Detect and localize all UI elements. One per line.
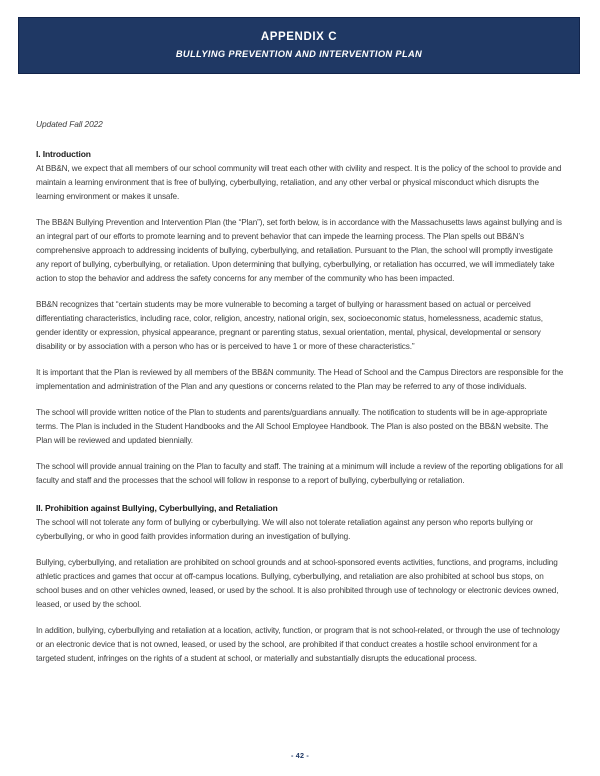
- appendix-title: APPENDIX C: [260, 31, 338, 44]
- appendix-header-banner: [18, 17, 580, 74]
- paragraph: The school will not tolerate any form of bullying or cyberbullying. We will also not tolerate retaliation against any person who reports bullying or cyberbullying, or who in good faith provides information during an investigation of bullying.: [36, 518, 533, 541]
- page-number: - 42 -: [291, 751, 309, 760]
- document-body: [36, 147, 564, 678]
- section-heading-prohibition: II. Prohibition against Bullying, Cyberbullying, and Retaliation: [36, 503, 278, 513]
- section-heading-introduction: I. Introduction: [36, 149, 91, 159]
- appendix-subtitle: BULLYING PREVENTION AND INTERVENTION PLAN: [175, 48, 423, 59]
- updated-date-note: Updated Fall 2022: [36, 119, 103, 129]
- paragraph: The school will provide annual training on the Plan to faculty and staff. The training at a minimum will include a review of the reporting obligations for all faculty and staff and the processes that the school will follow in response to a report of bullying, cyberbullying or retaliation.: [36, 462, 563, 485]
- paragraph: At BB&N, we expect that all members of our school community will treat each other with civility and respect. It is the policy of the school to provide and maintain a learning environment that is free of bullying, cyberbullying, retaliation, and any other verbal or physical misconduct which disrupts the learning environment or makes it unsafe.: [36, 164, 562, 201]
- paragraph: The school will provide written notice of the Plan to students and parents/guardians annually. The notification to students will be in age-appropriate terms. The Plan is included in the Student Handbooks and the All School Employee Handbook. The Plan is also posted on the BB&N website. The Plan will be reviewed and updated biennially.: [36, 408, 549, 445]
- paragraph: In addition, bullying, cyberbullying and retaliation at a location, activity, function, or program that is not school-related, or through the use of technology or an electronic device that is not owned, leased, or used by the school, are prohibited if that conduct creates a hostile school environment for a targeted student, infringes on the rights of a student at school, or materially and substantially disrupts the educational process.: [36, 626, 560, 663]
- paragraph: BB&N recognizes that “certain students may be more vulnerable to becoming a target of bullying or harassment based on actual or perceived differentiating characteristics, including race, color, religion, ancestry, national origin, sex, socioeconomic status, homelessness, academic status, gender identity or expression, physical appearance, pregnant or parenting status, sexual orientation, mental, physical, developmental or sensory disability or by association with a person who has or is perceived to have 1 or more of these characteristics.”: [36, 300, 543, 351]
- paragraph: It is important that the Plan is reviewed by all members of the BB&N community. The Head of School and the Campus Directors are responsible for the implementation and administration of the Plan and any questions or concerns related to the Plan may be referred to any of those individuals.: [36, 368, 564, 391]
- paragraph: The BB&N Bullying Prevention and Intervention Plan (the “Plan”), set forth below, is in accordance with the Massachusetts laws against bullying and is an integral part of our efforts to promote learning and to prevent behavior that can impede the learning process. The Plan spells out BB&N’s comprehensive approach to addressing incidents of bullying, cyberbullying, and retaliation. Pursuant to the Plan, the school will promptly investigate any report of bullying, cyberbullying, or retaliation. Upon determining that bullying, cyberbullying, or retaliation has occurred, we will immediately take action to stop the behavior and address the safety concerns for any member of the community who has been impacted.: [36, 218, 562, 283]
- paragraph: Bullying, cyberbullying, and retaliation are prohibited on school grounds and at school-sponsored events activities, functions, and programs, including athletic practices and games that occur at off-campus locations. Bullying, cyberbullying, and retaliation are also prohibited at school bus stops, on school buses and on other vehicles owned, leased, or used by the school. It is also prohibited through use of technology or electronic devices owned, leased, or used by the school.: [36, 558, 559, 609]
